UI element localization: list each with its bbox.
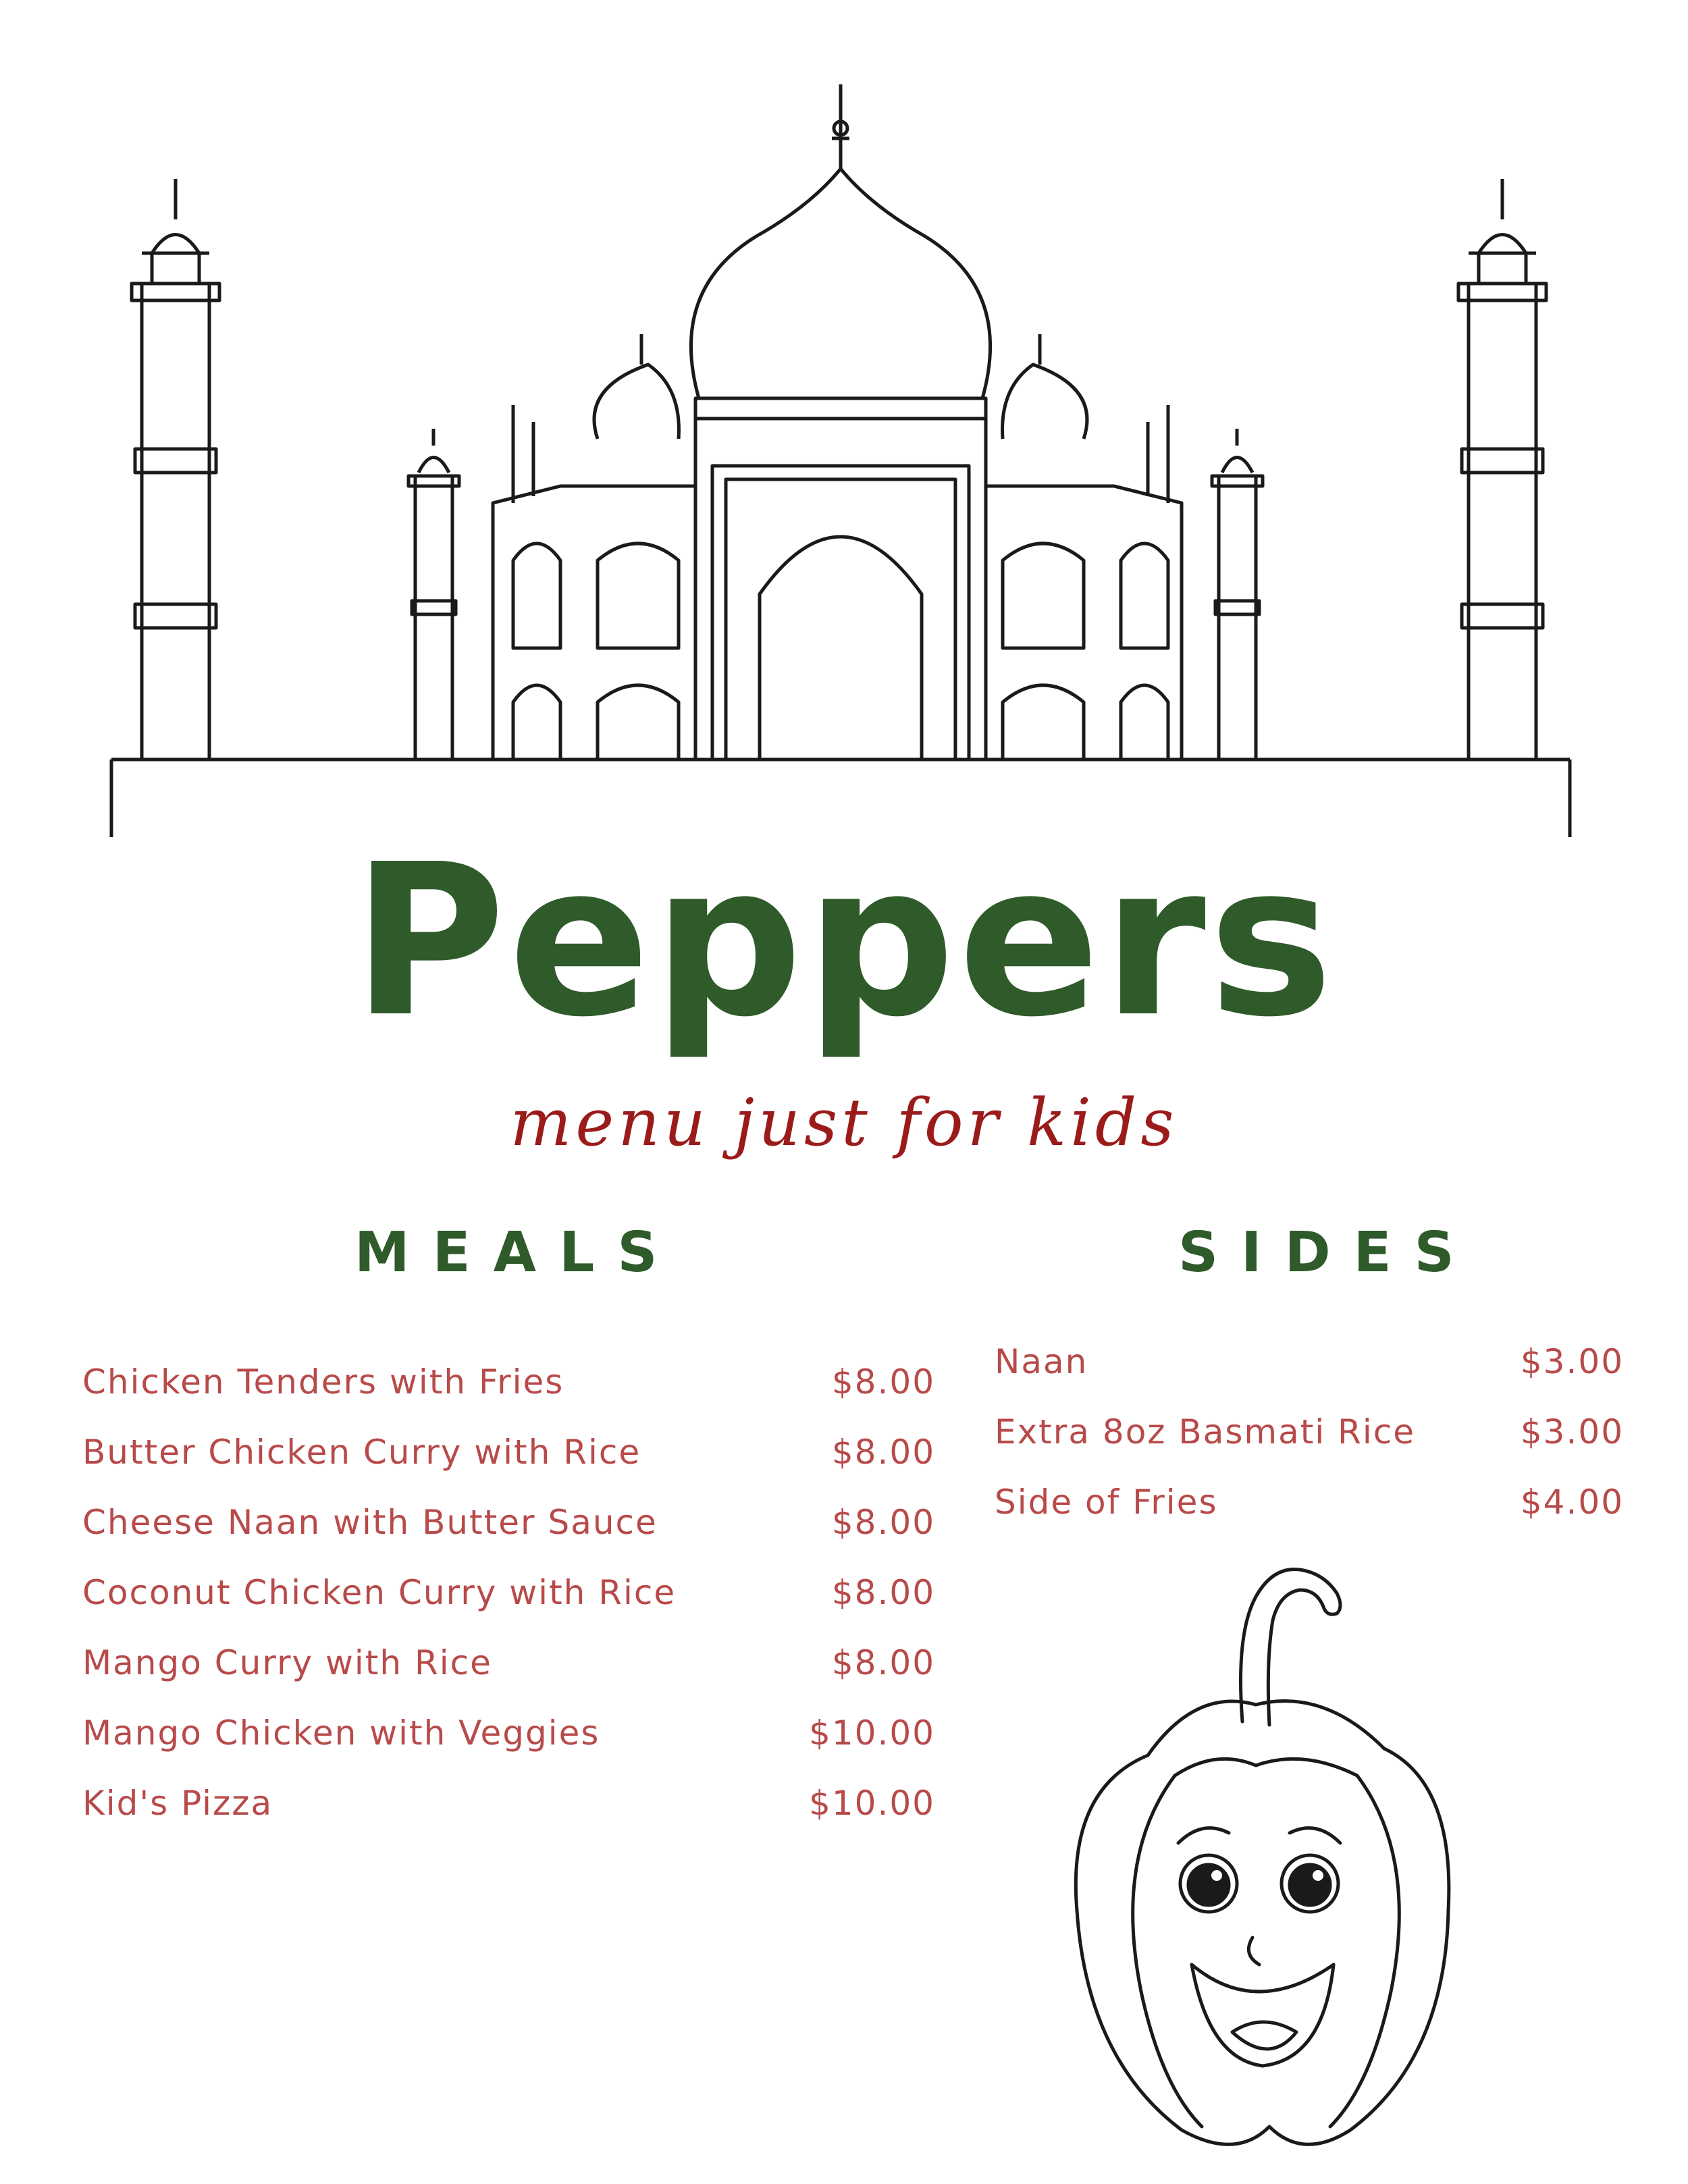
meal-item-price: $8.00 xyxy=(831,1573,935,1612)
menu-subtitle: menu just for kids xyxy=(510,1085,1178,1161)
meal-item-name: Coconut Chicken Curry with Rice xyxy=(82,1573,677,1612)
side-item-price: $4.00 xyxy=(1520,1483,1624,1522)
side-item-name: Extra 8oz Basmati Rice xyxy=(995,1412,1416,1451)
sides-heading: SIDES xyxy=(1178,1221,1477,1285)
side-item-price: $3.00 xyxy=(1520,1342,1624,1381)
pepper-illustration xyxy=(1040,1533,1472,2174)
meal-item-name: Mango Chicken with Veggies xyxy=(82,1713,600,1753)
restaurant-title: Peppers xyxy=(352,820,1336,1063)
meal-item-price: $8.00 xyxy=(831,1643,935,1682)
meals-heading: MEALS xyxy=(354,1221,681,1285)
meal-item-name: Kid's Pizza xyxy=(82,1784,273,1823)
meal-item-name: Chicken Tenders with Fries xyxy=(82,1362,564,1402)
side-item-price: $3.00 xyxy=(1520,1412,1624,1451)
meal-item-price: $8.00 xyxy=(831,1503,935,1542)
meal-item-name: Cheese Naan with Butter Sauce xyxy=(82,1503,658,1542)
meal-item-price: $10.00 xyxy=(809,1784,935,1823)
meal-item-name: Butter Chicken Curry with Rice xyxy=(82,1433,641,1472)
taj-mahal-illustration xyxy=(0,0,1688,844)
side-item-name: Naan xyxy=(995,1342,1088,1381)
meal-item-name: Mango Curry with Rice xyxy=(82,1643,492,1682)
meal-item-price: $10.00 xyxy=(809,1713,935,1753)
meal-item-price: $8.00 xyxy=(831,1362,935,1402)
side-item-name: Side of Fries xyxy=(995,1483,1218,1522)
meal-item-price: $8.00 xyxy=(831,1433,935,1472)
